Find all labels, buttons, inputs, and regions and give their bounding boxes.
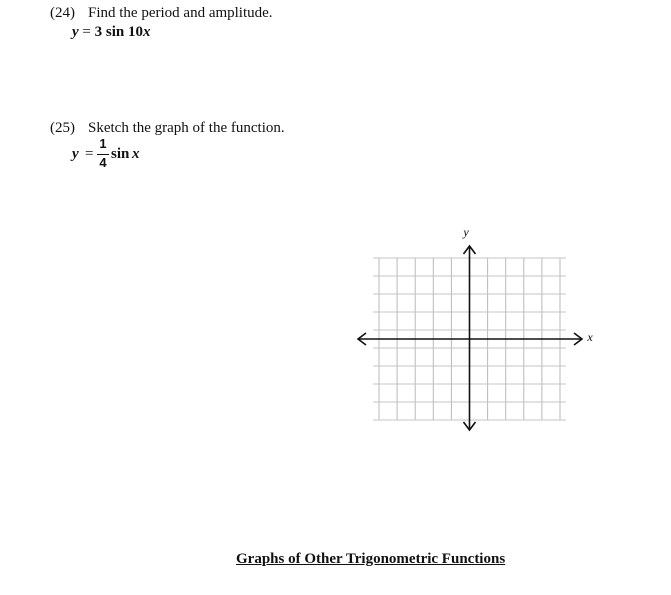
problem-number: (24) [50,5,75,21]
eq-lhs: y [72,146,79,162]
eq-equals: = [82,24,91,40]
eq-arg: 10 [128,24,143,40]
eq-fn: sin [111,146,130,162]
fraction-denominator: 4 [99,155,107,170]
x-axis-label: x [587,330,593,344]
eq-coef: 3 [94,24,103,40]
section-title: Graphs of Other Trigonometric Functions [236,551,506,567]
fraction-numerator: 1 [99,136,107,151]
problem-instruction: Find the period and amplitude. [88,5,273,21]
eq-equals: = [85,146,94,162]
eq-var: x [143,24,151,40]
equation-24 [72,24,151,41]
coordinate-grid [350,222,610,437]
eq-fn: sin [105,24,125,40]
y-axis-label: y [463,225,469,239]
eq-lhs: y [72,24,79,40]
problem-24 [50,4,273,22]
problem-instruction: Sketch the graph of the function. [88,120,285,136]
eq-var: x [132,146,140,162]
problem-number: (25) [50,120,75,136]
problem-25 [50,119,285,137]
blank-graph [350,222,610,437]
